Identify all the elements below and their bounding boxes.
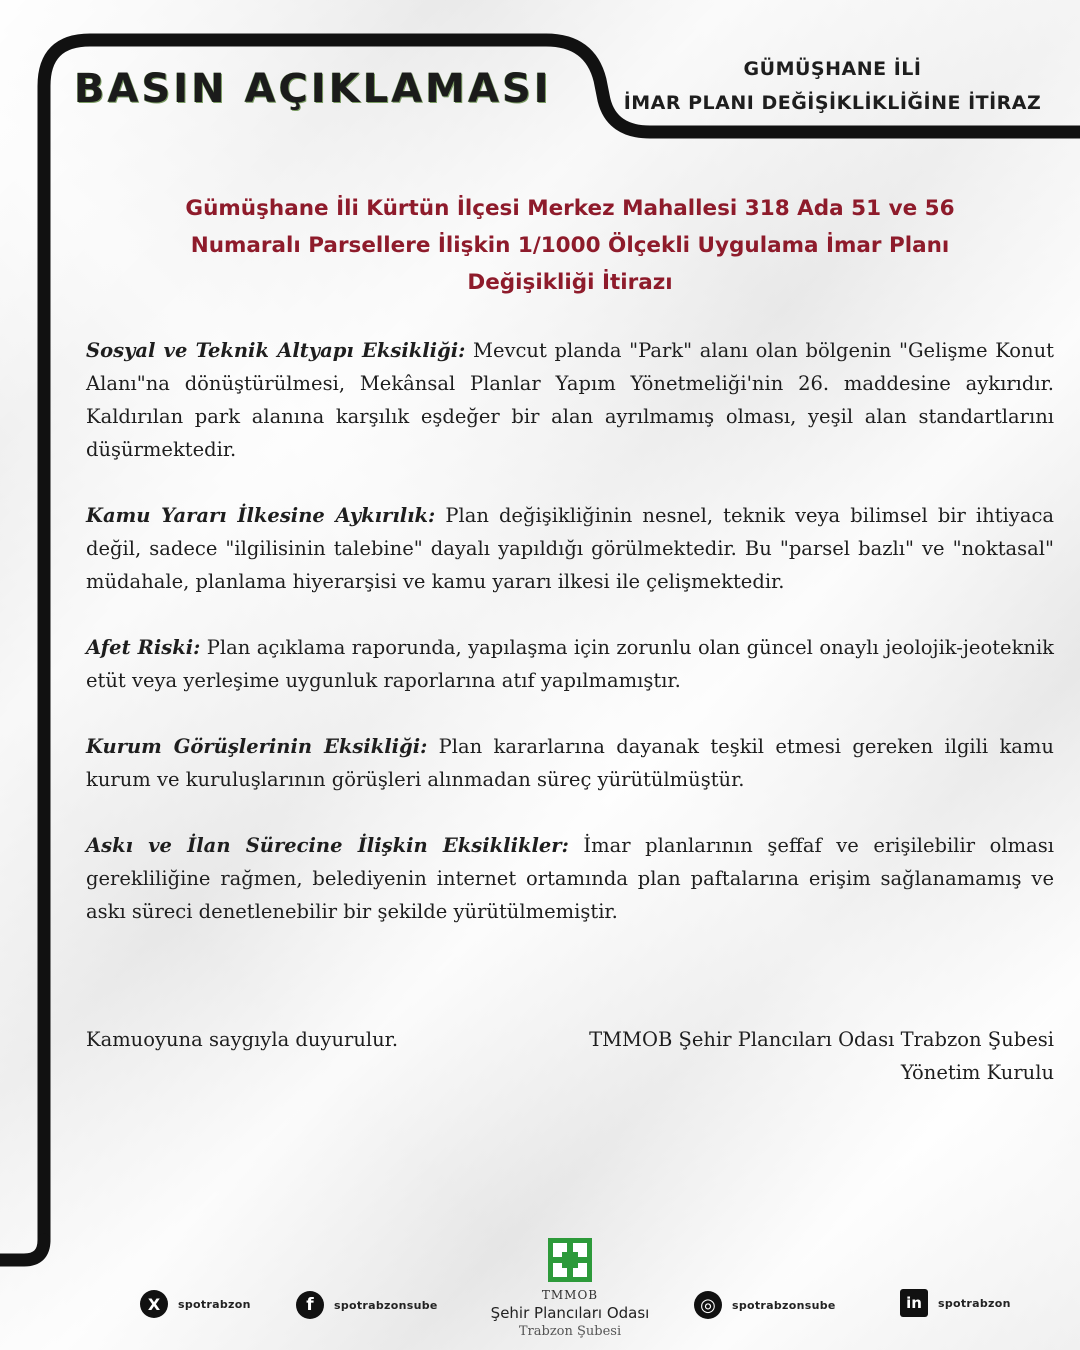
header-subject bbox=[600, 52, 1065, 120]
social-x[interactable] bbox=[140, 1290, 251, 1318]
document-title-line3: Değişikliği İtirazı bbox=[467, 270, 673, 295]
signature-organization: TMMOB Şehir Plancıları Odası Trabzon Şubesi bbox=[589, 1028, 1054, 1051]
logo-line3: Trabzon Şubesi bbox=[518, 1324, 622, 1339]
paragraph-lead: Askı ve İlan Sürecine İlişkin Eksiklikler: bbox=[86, 834, 569, 857]
logo-line2: Şehir Plancıları Odası bbox=[490, 1304, 650, 1322]
header-subject-line2: İMAR PLANI DEĞİŞİKLİKLİĞİNE İTİRAZ bbox=[623, 92, 1042, 114]
instagram-icon: ◎ bbox=[694, 1291, 722, 1319]
paragraph-lead: Afet Riski: bbox=[86, 636, 201, 659]
paragraph-social-infrastructure bbox=[86, 334, 1054, 466]
paragraph-lead: Sosyal ve Teknik Altyapı Eksikliği: bbox=[86, 339, 466, 362]
header-subject-line1: GÜMÜŞHANE İLİ bbox=[743, 58, 922, 80]
social-handle: spotrabzon bbox=[178, 1297, 251, 1311]
paragraph-lead: Kurum Görüşlerinin Eksikliği: bbox=[86, 735, 428, 758]
logo-line1: TMMOB bbox=[541, 1288, 599, 1302]
social-instagram[interactable] bbox=[694, 1291, 836, 1319]
paragraph-announcement-process bbox=[86, 829, 1054, 928]
social-handle: spotrabzonsube bbox=[732, 1298, 836, 1312]
closing-statement: Kamuoyuna saygıyla duyurulur. bbox=[86, 1028, 399, 1051]
tmmob-logo-icon bbox=[548, 1238, 592, 1282]
social-handle: spotrabzon bbox=[938, 1296, 1011, 1310]
paragraph-text: Plan kararlarına dayanak teşkil etmesi gereken ilgili kamu kurum ve kuruluşlarının görüşleri alınmadan süreç yürütülmüştür. bbox=[86, 735, 1054, 791]
paragraph-text: Mevcut planda "Park" alanı olan bölgenin "Gelişme Konut Alanı"na dönüştürülmesi, Mekânsal Planlar Yapım Yönetmeliği'nin 26. maddesine aykırıdır. Kaldırılan park alanına karşılık eşdeğer bir alan ayrılmamış olması, yeşil alan standartlarını düşürmektedir. bbox=[86, 339, 1054, 461]
paragraph-disaster-risk bbox=[86, 631, 1054, 697]
page-title: BASIN AÇIKLAMASI bbox=[74, 66, 552, 112]
document-body bbox=[86, 334, 1054, 961]
paragraph-text: Plan açıklama raporunda, yapılaşma için zorunlu olan güncel onaylı jeolojik-jeoteknik etüt veya yerleşime uygunluk raporlarına atıf yapılmamıştır. bbox=[86, 636, 1054, 692]
footer bbox=[0, 1230, 1080, 1350]
facebook-icon: f bbox=[296, 1291, 324, 1319]
document-title-line2: Numaralı Parsellere İlişkin 1/1000 Ölçekli Uygulama İmar Planı bbox=[190, 233, 950, 258]
document-title bbox=[100, 190, 1040, 301]
signature bbox=[589, 1023, 1054, 1089]
paragraph-institution-opinions bbox=[86, 730, 1054, 796]
x-icon: X bbox=[140, 1290, 168, 1318]
organization-logo bbox=[480, 1238, 660, 1339]
document-title-line1: Gümüşhane İli Kürtün İlçesi Merkez Mahallesi 318 Ada 51 ve 56 bbox=[185, 196, 955, 221]
social-linkedin[interactable] bbox=[900, 1289, 1011, 1317]
social-facebook[interactable] bbox=[296, 1291, 438, 1319]
paragraph-lead: Kamu Yararı İlkesine Aykırılık: bbox=[86, 504, 436, 527]
paragraph-text: Plan değişikliğinin nesnel, teknik veya bilimsel bir ihtiyaca değil, sadece "ilgilisinin talebine" dayalı yapıldığı görülmektedir. Bu "parsel bazlı" ve "noktasal" müdahale, planlama hiyerarşisi ve kamu yararı ilkesi ile çelişmektedir. bbox=[86, 504, 1054, 593]
signature-board: Yönetim Kurulu bbox=[900, 1061, 1054, 1084]
social-handle: spotrabzonsube bbox=[334, 1298, 438, 1312]
linkedin-icon: in bbox=[900, 1289, 928, 1317]
paragraph-text: İmar planlarının şeffaf ve erişilebilir olması gerekliliğine rağmen, belediyenin internet ortamında plan paftalarına erişim sağlanamamış ve askı süreci denetlenebilir bir şekilde yürütülmemiştir. bbox=[86, 834, 1054, 923]
paragraph-public-interest bbox=[86, 499, 1054, 598]
